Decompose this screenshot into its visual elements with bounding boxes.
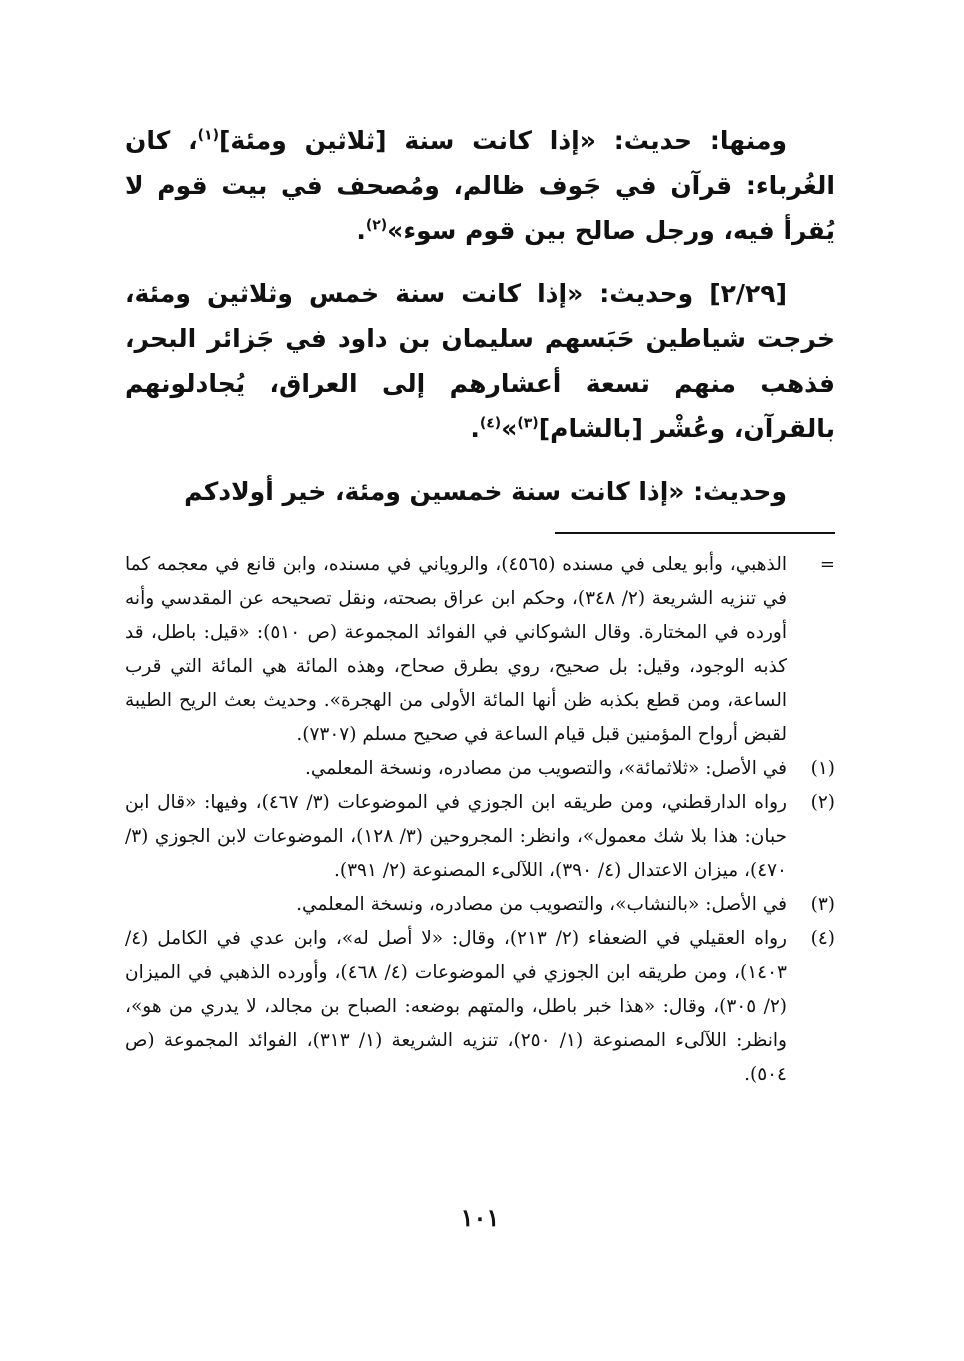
page-number: ١٠١ [460,1203,500,1232]
paragraph-1-end: . [356,216,366,245]
footnote-number: (٤) [810,928,835,949]
footnote-text: في الأصل: «بالنشاب»، والتصويب من مصادره، ونسخة المعلمي. [296,894,787,915]
footnote-continuation [125,548,835,752]
footnote-number: (٢) [810,792,835,813]
footnote-text: في الأصل: «ثلاثمائة»، والتصويب من مصادره، ونسخة المعلمي. [304,758,787,779]
footnote-number: (٣) [810,894,835,915]
footnote-ref-1[interactable]: (١) [197,127,219,144]
footnote-item [125,752,835,786]
paragraph-2 [125,271,835,451]
paragraph-1-text: ومنها: حديث: «إذا كانت سنة [ثلاثين ومئة] [218,126,787,155]
paragraph-3-text: وحديث: «إذا كانت سنة خمسين ومئة، خير أولادكم [184,477,787,506]
footnote-item [125,786,835,888]
footnote-ref-3[interactable]: (٣) [517,415,539,432]
footnote-text: رواه العقيلي في الضعفاء (٢/ ٢١٣)، وقال: «لا أصل له»، وابن عدي في الكامل (٤/ ١٤٠٣)، ومن طريقه ابن الجوزي في الموضوعات (٤/ ٤٦٨)، وأورده الذهبي في الميزان (٢/ ٣٠٥)، وقال: «هذا خبر باطل، والمتهم بوضعه: الصباح بن مجالد، لا يدري من هو»، وانظر: اللآلىء المصنوعة (١/ ٢٥٠)، تنزيه الشريعة (١/ ٣١٣)، الفوائد المجموعة (ص ٥٠٤). [125,928,787,1085]
footnote-item [125,922,835,1092]
footnote-separator [555,532,835,534]
paragraph-3 [125,469,835,514]
footnote-ref-4[interactable]: (٤) [479,415,502,432]
paragraph-2-end: . [470,414,480,443]
paragraph-1-text-continued: ، كان الغُرباء: قرآن في جَوف ظالم، ومُصحف في بيت قوم لا يُقرأ فيه، ورجل صالح بين قوم سوء» [125,126,835,245]
paragraph-2-quote-close: » [501,414,518,443]
book-page [125,118,835,1248]
main-text [125,118,835,514]
footnote-item [125,888,835,922]
paragraph-2-text: [٢/٢٩] وحديث: «إذا كانت سنة خمس وثلاثين ومئة، خرجت شياطين حَبَسهم سليمان بن داود في جَزائر البحر، فذهب منهم تسعة أعشارهم إلى العراق، يُجادلونهم بالقرآن، وعُشْر [بالشام] [125,279,835,443]
footnote-continuation-text: الذهبي، وأبو يعلى في مسنده (٤٥٦٥)، والروياني في مسنده، وابن قانع في معجمه كما في تنزيه الشريعة (٢/ ٣٤٨)، وحكم ابن عراق بصحته، ونقل تصحيحه عن المقدسي وأنه أورده في المختارة. وقال الشوكاني في الفوائد المجموعة (ص ٥١٠): «قيل: باطل، قد كذبه الوجود، وقيل: بل صحيح، روي بطرق صحاح، وهذه المائة هي المائة التي قرب الساعة، ومن قطع بكذبه ظن أنها المائة الأولى من الهجرة». وحديث بعث الريح الطيبة لقبض أرواح المؤمنين قبل قيام الساعة في صحيح مسلم (٧٣٠٧). [125,554,787,745]
footnote-ref-2[interactable]: (٢) [365,217,388,234]
footnote-number: (١) [810,758,835,779]
paragraph-1 [125,118,835,253]
continuation-mark: = [819,554,835,575]
footnote-text: رواه الدارقطني، ومن طريقه ابن الجوزي في الموضوعات (٣/ ٤٦٧)، وفيها: «قال ابن حبان: هذا بلا شك معمول»، وانظر: المجروحين (٣/ ١٢٨)، الموضوعات لابن الجوزي (٣/ ٤٧٠)، ميزان الاعتدال (٤/ ٣٩٠)، اللآلىء المصنوعة (٢/ ٣٩١). [125,792,787,881]
footnotes [125,548,835,1092]
